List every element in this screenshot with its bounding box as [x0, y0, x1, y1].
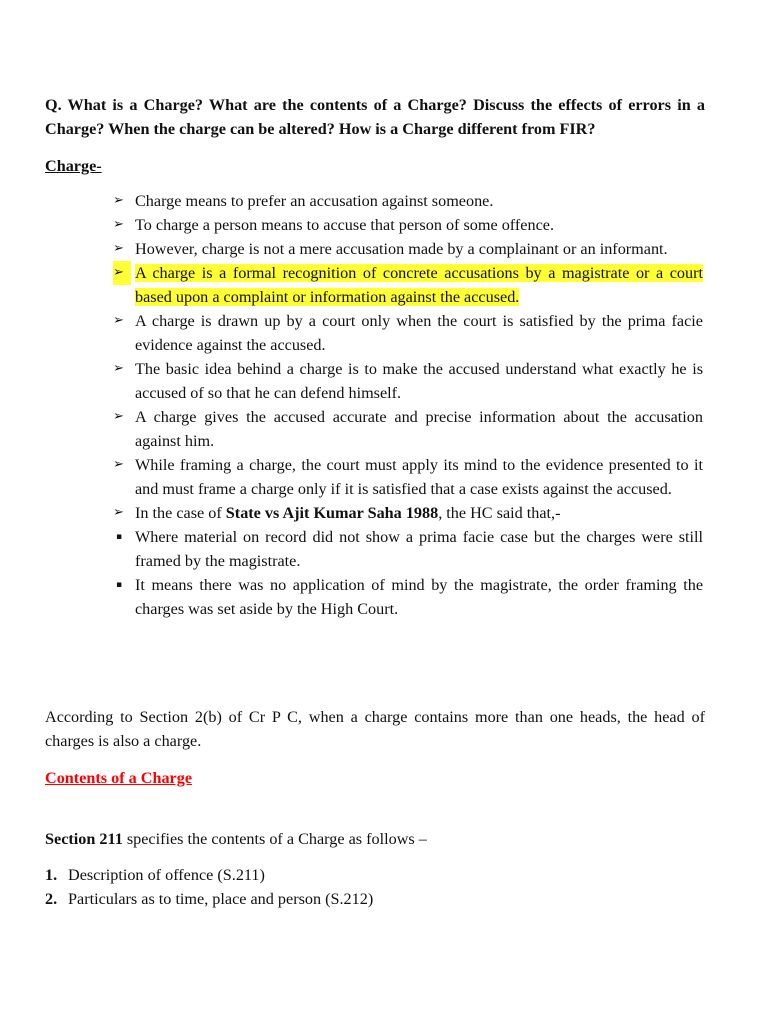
list-number: 2.	[45, 890, 58, 908]
list-item	[113, 357, 703, 405]
arrow-bullet-icon: ➢	[113, 457, 124, 472]
case-outro-text: , the HC said that,-	[438, 504, 561, 522]
list-item-text: However, charge is not a mere accusation made by a complainant or an informant.	[135, 240, 668, 258]
arrow-bullet-icon: ➢	[113, 361, 124, 376]
list-item	[45, 887, 373, 911]
list-item	[113, 309, 703, 357]
highlighted-text: A charge is a formal recognition of concrete accusations by a magistrate or a court based upon a complaint or information against the accused.	[135, 264, 703, 306]
list-item	[113, 213, 703, 237]
section-211-text: specifies the contents of a Charge as follows –	[122, 830, 427, 848]
contents-numbered-list	[45, 863, 373, 911]
list-item-text: Particulars as to time, place and person (S.212)	[68, 890, 374, 908]
arrow-bullet-icon: ➢	[113, 241, 124, 256]
arrow-bullet-icon: ➢	[113, 313, 124, 328]
list-item	[113, 453, 703, 501]
square-bullet-icon: ▪	[116, 532, 123, 542]
list-item	[113, 525, 703, 573]
list-item-text: Where material on record did not show a prima facie case but the charges were still framed by the magistrate.	[135, 528, 703, 570]
square-bullet-icon: ▪	[116, 580, 123, 590]
list-item	[45, 863, 373, 887]
question-heading: Q. What is a Charge? What are the contents of a Charge? Discuss the effects of errors in a Charge? When the charge can be altered? How is a Charge different from FIR?	[45, 96, 705, 138]
list-item	[113, 501, 703, 525]
list-number: 1.	[45, 866, 58, 884]
charge-bullet-list	[113, 189, 703, 621]
arrow-bullet-icon: ➢	[113, 505, 124, 520]
case-intro-text: In the case of	[135, 504, 226, 522]
list-item-text: The basic idea behind a charge is to make the accused understand what exactly he is accused of so that he can defend himself.	[135, 360, 703, 402]
list-item-text: It means there was no application of mind by the magistrate, the order framing the charges was set aside by the High Court.	[135, 576, 703, 618]
arrow-bullet-icon: ➢	[113, 193, 124, 208]
arrow-bullet-icon: ➢	[113, 261, 131, 285]
section-211-label: Section 211	[45, 830, 123, 848]
charge-heading: Charge-	[45, 157, 102, 175]
contents-heading: Contents of a Charge	[45, 769, 193, 787]
list-item-text: A charge is drawn up by a court only when the court is satisfied by the prima facie evidence against the accused.	[135, 312, 703, 354]
case-name: State vs Ajit Kumar Saha 1988	[225, 504, 439, 522]
section-211-paragraph	[45, 827, 427, 851]
arrow-bullet-icon: ➢	[113, 217, 124, 232]
list-item-text: While framing a charge, the court must apply its mind to the evidence presented to it and must frame a charge only if it is satisfied that a case exists against the accused.	[135, 456, 703, 498]
list-item	[113, 573, 703, 621]
list-item	[113, 189, 703, 213]
list-item	[113, 237, 703, 261]
list-item-text: A charge gives the accused accurate and precise information about the accusation against him.	[135, 408, 703, 450]
highlighted-list-item	[113, 261, 703, 309]
arrow-bullet-icon: ➢	[113, 409, 124, 424]
list-item	[113, 405, 703, 453]
list-item-text: Charge means to prefer an accusation against someone.	[135, 192, 494, 210]
list-item-text: Description of offence (S.211)	[68, 866, 265, 884]
section-2b-paragraph: According to Section 2(b) of Cr P C, when a charge contains more than one heads, the head of charges is also a charge.	[45, 708, 705, 750]
list-item-text: To charge a person means to accuse that person of some offence.	[135, 216, 554, 234]
